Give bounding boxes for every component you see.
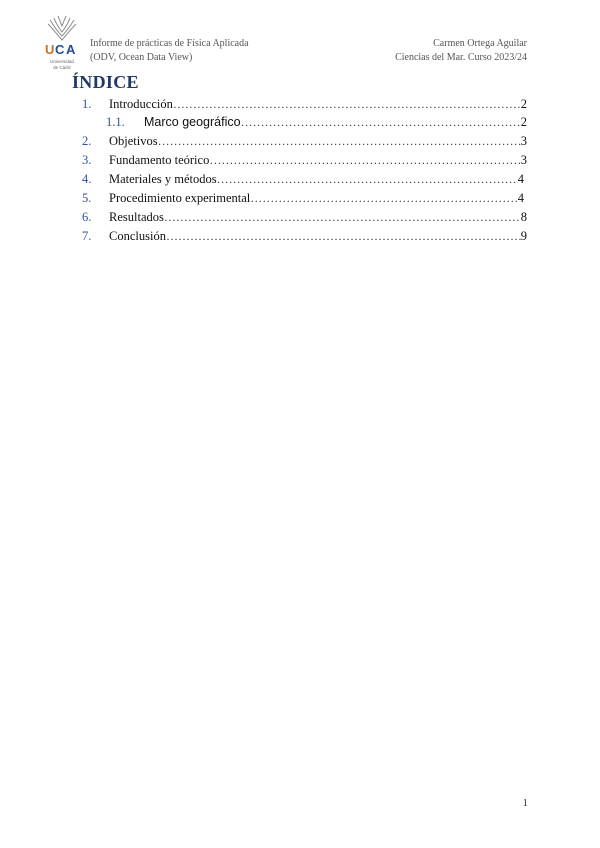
- toc-number: 6.: [82, 210, 92, 224]
- toc-leader-dots: [217, 172, 518, 187]
- toc-page: 3: [520, 134, 527, 148]
- page-title: ÍNDICE: [72, 72, 139, 92]
- toc-leader-dots: [158, 134, 521, 149]
- header-left: [90, 37, 249, 65]
- toc-leader-dots: [173, 97, 521, 112]
- header-course: Informe de prácticas de Física Aplicada: [90, 38, 249, 49]
- toc-entry-objetivos[interactable]: [82, 134, 527, 152]
- toc-label: Resultados: [109, 210, 164, 224]
- header-right: [395, 37, 527, 65]
- toc-page: 8: [520, 210, 527, 224]
- toc-leader-dots: [166, 229, 521, 244]
- toc-leader-dots: [241, 115, 521, 130]
- toc-entry-materiales-metodos[interactable]: [82, 172, 524, 190]
- toc-label: Procedimiento experimental: [109, 191, 251, 205]
- header-subtitle: (ODV, Ocean Data View): [90, 52, 193, 63]
- toc-label: Marco geográfico: [144, 115, 241, 129]
- toc-number: 7.: [82, 229, 92, 243]
- header-program: Ciencias del Mar. Curso 2023/24: [395, 52, 527, 63]
- toc-page: 2: [520, 115, 527, 129]
- toc-number: 3.: [82, 153, 92, 167]
- header-author: Carmen Ortega Aguilar: [433, 38, 527, 49]
- toc-number: 5.: [82, 191, 92, 205]
- toc-page: 4: [517, 172, 524, 186]
- toc-entry-introduccion[interactable]: [82, 97, 527, 115]
- university-logo: [44, 16, 80, 74]
- toc-page: 2: [520, 97, 527, 111]
- svg-text:Universidad: Universidad: [50, 59, 74, 64]
- toc-leader-dots: [164, 210, 521, 225]
- svg-text:A: A: [66, 42, 76, 57]
- toc-label: Materiales y métodos: [109, 172, 217, 186]
- toc-number: 2.: [82, 134, 92, 148]
- toc-leader-dots: [209, 153, 520, 168]
- toc-leader-dots: [250, 191, 517, 206]
- svg-text:C: C: [55, 42, 65, 57]
- toc-entry-conclusion[interactable]: [82, 229, 527, 247]
- toc-label: Conclusión: [109, 229, 166, 243]
- toc-label: Fundamento teórico: [109, 153, 210, 167]
- logo-emblem-icon: [48, 16, 76, 40]
- toc-entry-procedimiento-experimental[interactable]: [82, 191, 524, 209]
- toc-entry-resultados[interactable]: [82, 210, 527, 228]
- svg-text:de Cádiz: de Cádiz: [53, 65, 71, 70]
- toc-entry-fundamento-teorico[interactable]: [82, 153, 527, 171]
- toc-page: 3: [520, 153, 527, 167]
- toc-number: 1.1.: [106, 115, 125, 129]
- page-number: 1: [522, 797, 528, 809]
- toc-entry-marco-geografico[interactable]: [106, 115, 527, 133]
- toc-page: 9: [520, 229, 527, 243]
- logo-text: U: [45, 42, 55, 57]
- toc-number: 4.: [82, 172, 92, 186]
- toc-number: 1.: [82, 97, 92, 111]
- toc-label: Objetivos: [109, 134, 158, 148]
- toc-page: 4: [517, 191, 524, 205]
- toc-label: Introducción: [109, 97, 173, 111]
